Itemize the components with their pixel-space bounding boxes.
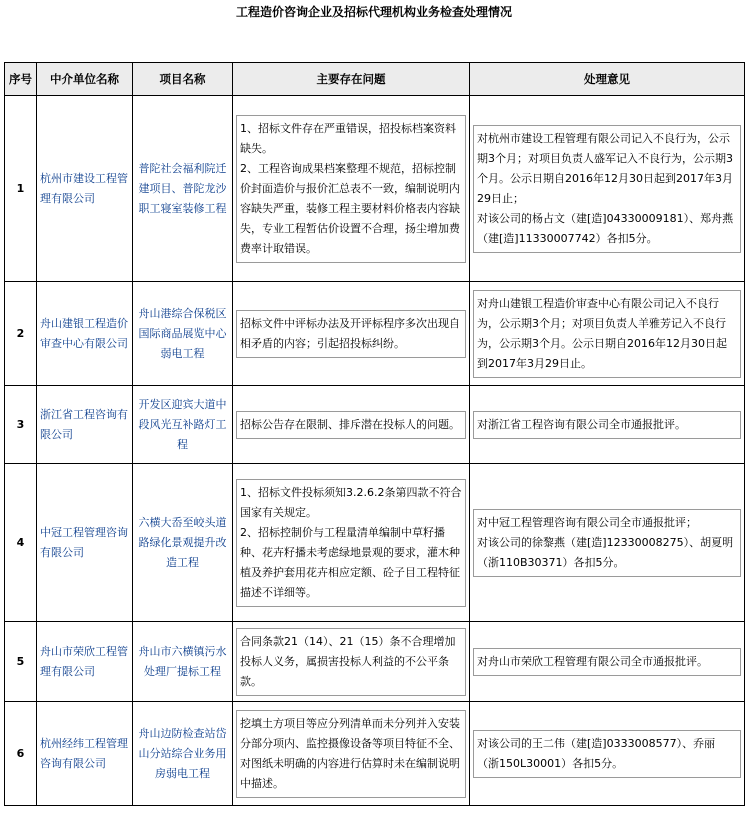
row-org: 杭州经纬工程管理咨询有限公司 — [37, 702, 133, 806]
row-org: 舟山建银工程造价审查中心有限公司 — [37, 282, 133, 386]
table-row — [5, 702, 745, 806]
issues-text: 1、招标文件投标须知3.2.6.2条第四款不符合国家有关规定。 2、招标控制价与工程量清单编制中草籽播种、花卉籽播未考虑绿地景观的要求，灌木种植及养护套用花卉相应定额、砼子目工程特征描述不详细等。 — [236, 479, 466, 607]
table-header-row — [5, 63, 745, 96]
row-project: 开发区迎宾大道中段风光互补路灯工程 — [133, 386, 233, 464]
table-row — [5, 96, 745, 282]
header-opinion: 处理意见 — [470, 63, 745, 96]
row-index: 6 — [5, 702, 37, 806]
row-opinion — [470, 282, 745, 386]
row-org: 中冠工程管理咨询有限公司 — [37, 464, 133, 622]
row-index: 1 — [5, 96, 37, 282]
header-index: 序号 — [5, 63, 37, 96]
opinion-text: 对中冠工程管理咨询有限公司全市通报批评； 对该公司的徐黎燕（建[造]12330008275）、胡夏明（浙110B30371）各扣5分。 — [473, 509, 741, 577]
issues-text: 挖填土方项目等应分列清单而未分列并入安装分部分项内、监控摄像设备等项目特征不全、对图纸未明确的内容进行估算时未在编制说明中描述。 — [236, 710, 466, 798]
issues-text: 合同条款21（14）、21（15）条不合理增加投标人义务，属损害投标人利益的不公平条款。 — [236, 628, 466, 696]
header-issues: 主要存在问题 — [233, 63, 470, 96]
row-opinion — [470, 702, 745, 806]
row-org: 舟山市荣欣工程管理有限公司 — [37, 622, 133, 702]
row-issues — [233, 464, 470, 622]
opinion-text: 对舟山建银工程造价审查中心有限公司记入不良行为，公示期3个月；对项目负责人羊雅芳记入不良行为，公示期3个月。公示日期自2016年12月30日起到2017年3月29日止。 — [473, 290, 741, 378]
row-project: 舟山港综合保税区国际商品展览中心弱电工程 — [133, 282, 233, 386]
row-project: 六横大岙至峧头道路绿化景观提升改造工程 — [133, 464, 233, 622]
row-issues — [233, 702, 470, 806]
row-org: 杭州市建设工程管理有限公司 — [37, 96, 133, 282]
opinion-text: 对杭州市建设工程管理有限公司记入不良行为，公示期3个月；对项目负责人盛军记入不良行为，公示期3个月。公示日期自2016年12月30日起到2017年3月29日止； 对该公司的杨占文（建[造]04330009181）、郑舟燕（建[造]11330007742）各扣5分。 — [473, 125, 741, 253]
issues-text: 招标公告存在限制、排斥潜在投标人的问题。 — [236, 411, 466, 439]
header-org: 中介单位名称 — [37, 63, 133, 96]
table-row — [5, 386, 745, 464]
opinion-text: 对舟山市荣欣工程管理有限公司全市通报批评。 — [473, 648, 741, 676]
opinion-text: 对浙江省工程咨询有限公司全市通报批评。 — [473, 411, 741, 439]
page-title: 工程造价咨询企业及招标代理机构业务检查处理情况 — [235, 5, 512, 19]
row-issues — [233, 622, 470, 702]
row-project: 舟山边防检查站岱山分站综合业务用房弱电工程 — [133, 702, 233, 806]
row-opinion — [470, 464, 745, 622]
row-opinion — [470, 622, 745, 702]
row-issues — [233, 96, 470, 282]
row-index: 5 — [5, 622, 37, 702]
row-opinion — [470, 386, 745, 464]
row-index: 4 — [5, 464, 37, 622]
issues-text: 招标文件中评标办法及开评标程序多次出现自相矛盾的内容；引起招投标纠纷。 — [236, 310, 466, 358]
row-index: 3 — [5, 386, 37, 464]
opinion-text: 对该公司的王二伟（建[造]0333008577）、乔丽（浙150L30001）各扣5分。 — [473, 730, 741, 778]
issues-text: 1、招标文件存在严重错误，招投标档案资料缺失。 2、工程咨询成果档案整理不规范，招标控制价封面造价与报价汇总表不一致，编制说明内容缺失严重，装修工程主要材料价格表内容缺失，专业工程暂估价设置不合理，扬尘增加费费率计取错误。 — [236, 115, 466, 263]
row-org: 浙江省工程咨询有限公司 — [37, 386, 133, 464]
row-opinion — [470, 96, 745, 282]
table-row — [5, 282, 745, 386]
row-index: 2 — [5, 282, 37, 386]
table-row — [5, 622, 745, 702]
row-issues — [233, 386, 470, 464]
row-issues — [233, 282, 470, 386]
row-project: 普陀社会福利院迁建项目、普陀龙沙职工寝室装修工程 — [133, 96, 233, 282]
row-project: 舟山市六横镇污水处理厂提标工程 — [133, 622, 233, 702]
header-project: 项目名称 — [133, 63, 233, 96]
table-row — [5, 464, 745, 622]
inspection-table — [4, 62, 745, 806]
